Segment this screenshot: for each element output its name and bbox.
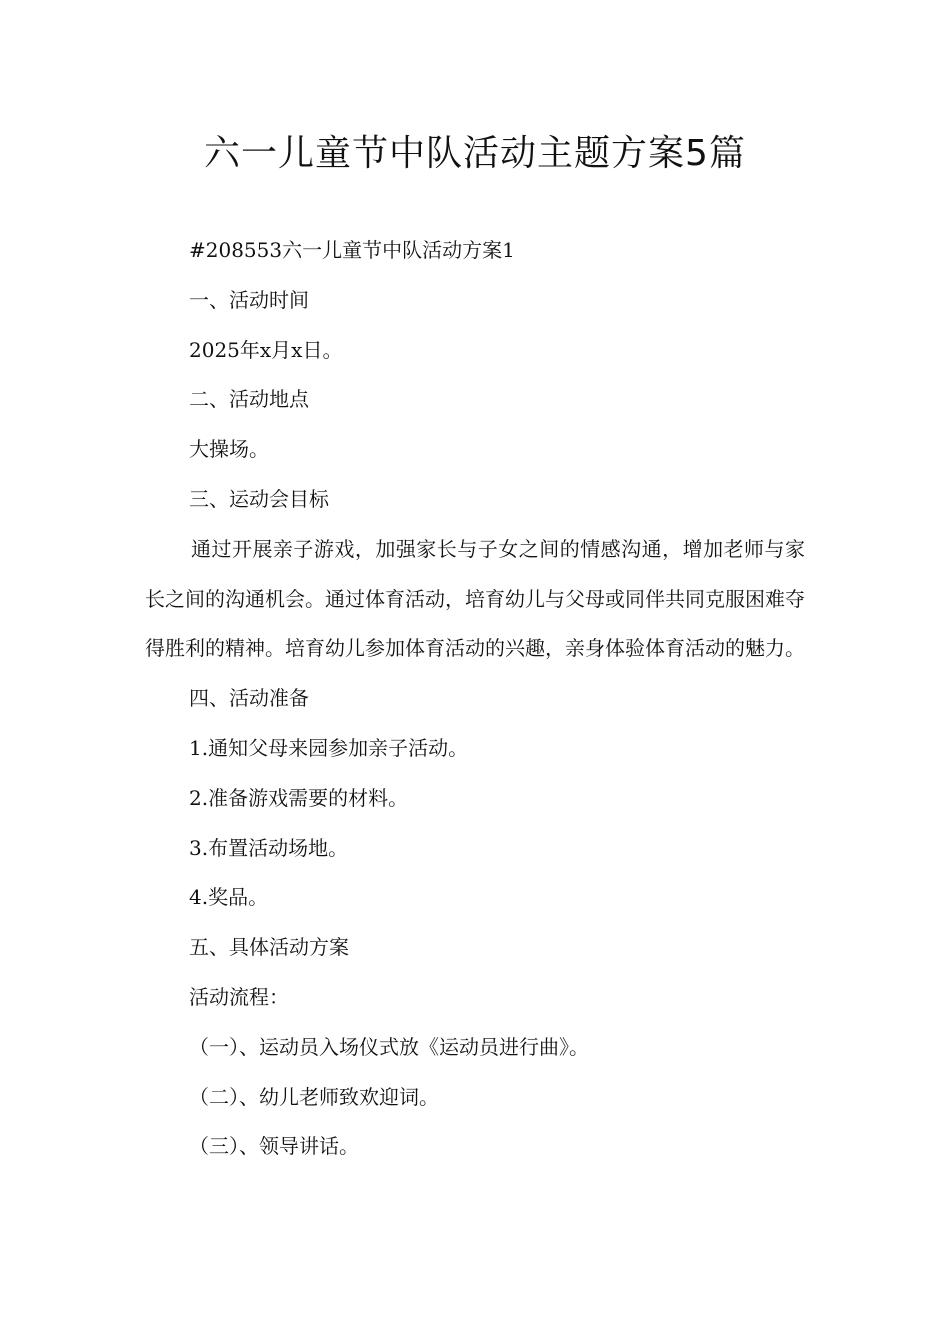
prep-item: 2.准备游戏需要的材料。 bbox=[189, 785, 409, 810]
flow-item: （二）、幼儿老师致欢迎词。 bbox=[189, 1084, 439, 1109]
flow-item: （一）、运动员入场仪式放《运动员进行曲》。 bbox=[189, 1034, 589, 1059]
document-title: 六一儿童节中队活动主题方案5篇 bbox=[204, 133, 746, 174]
document-body bbox=[145, 226, 805, 1172]
plan-heading: #208553六一儿童节中队活动方案1 bbox=[189, 238, 515, 262]
section-prep-heading: 四、活动准备 bbox=[189, 686, 309, 711]
goal-paragraph: 通过开展亲子游戏，加强家长与子女之间的情感沟通，增加老师与家长之间的沟通机会。通过体育活动，培育幼儿与父母或同伴共同克服困难夺得胜利的精神。培育幼儿参加体育活动的兴趣，亲身体验体育活动的魅力。 bbox=[145, 536, 805, 661]
date-text: 2025年x月x日。 bbox=[189, 337, 343, 362]
section-goal-heading: 三、运动会目标 bbox=[189, 486, 329, 511]
flow-item: （三）、领导讲话。 bbox=[189, 1134, 359, 1159]
prep-item: 4.奖品。 bbox=[189, 885, 269, 910]
section-place-heading: 二、活动地点 bbox=[189, 387, 309, 412]
prep-item: 3.布置活动场地。 bbox=[189, 835, 349, 860]
section-plan-heading: 五、具体活动方案 bbox=[189, 935, 349, 960]
flow-label: 活动流程： bbox=[189, 984, 289, 1009]
place-text: 大操场。 bbox=[189, 437, 269, 462]
section-time-heading: 一、活动时间 bbox=[189, 287, 309, 312]
prep-item: 1.通知父母来园参加亲子活动。 bbox=[189, 735, 469, 760]
